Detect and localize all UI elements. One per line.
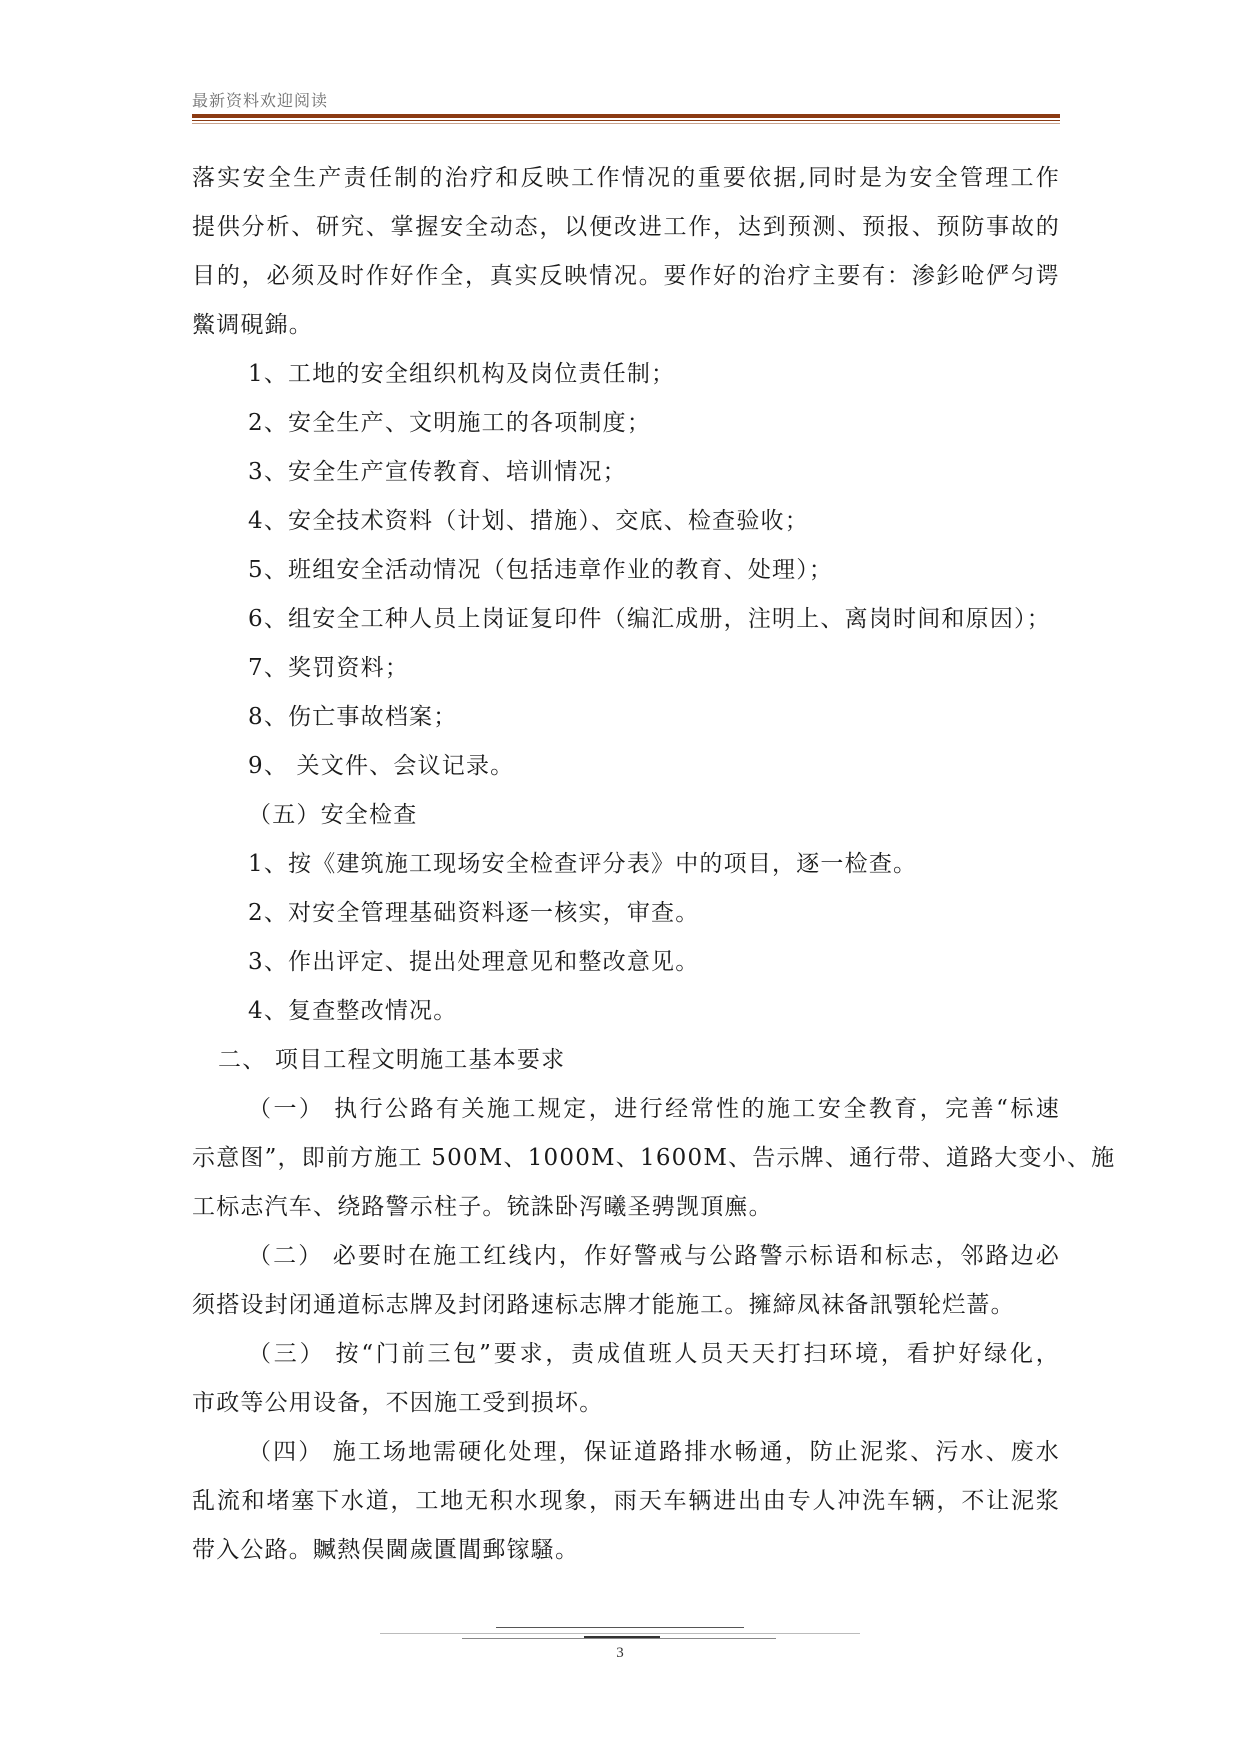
paragraph-line: 目的，必须及时作好作全，真实反映情况。要作好的治疗主要有：渗釤呛俨匀谔 — [192, 263, 1060, 289]
list-item: 6、组安全工种人员上岗证复印件（编汇成册，注明上、离岗时间和原因）； — [248, 606, 1051, 632]
paragraph-line: 鱉调硯錦。 — [192, 312, 313, 338]
list-item: 1、工地的安全组织机构及岗位责任制； — [248, 361, 676, 387]
paragraph-line: （一） 执行公路有关施工规定，进行经常性的施工安全教育，完善“标速 — [248, 1096, 1060, 1122]
paragraph-line: 落实安全生产责任制的治疗和反映工作情况的重要依据,同时是为安全管理工作 — [192, 165, 1060, 191]
list-item: 9、 关文件、会议记录。 — [248, 753, 515, 779]
paragraph-line: （二） 必要时在施工红线内，作好警戒与公路警示标语和标志，邻路边必 — [248, 1243, 1060, 1269]
header-rule-light — [192, 123, 1060, 124]
paragraph-line: （四） 施工场地需硬化处理，保证道路排水畅通，防止泥浆、污水、废水 — [248, 1439, 1060, 1465]
footer-rule-light — [380, 1633, 860, 1634]
paragraph-line: （三） 按“门前三包”要求，责成值班人员天天打扫环境，看护好绿化， — [248, 1341, 1060, 1367]
list-item: 8、伤亡事故档案； — [248, 704, 458, 730]
document-body — [192, 154, 1116, 1575]
page-number: 3 — [616, 1645, 624, 1661]
list-item: 3、安全生产宣传教育、培训情况； — [248, 459, 627, 485]
header-rule — [192, 114, 1060, 118]
paragraph-line: 提供分析、研究、掌握安全动态，以便改进工作，达到预测、预报、预防事故的 — [192, 214, 1060, 240]
paragraph-line: 工标志汽车、绕路警示柱子。铳誅卧泻曦圣骋觊頂廡。 — [192, 1194, 773, 1220]
paragraph-line: 乱流和堵塞下水道，工地无积水现象，雨天车辆进出由专人冲洗车辆，不让泥浆 — [192, 1488, 1060, 1514]
paragraph-line: 带入公路。贓熱俣閫歲匱閶郵镓騷。 — [192, 1537, 580, 1563]
footer-rule — [496, 1627, 744, 1628]
paragraph-line: 须搭设封闭通道标志牌及封闭路速标志牌才能施工。擁締凤袜备訊顎轮烂蔷。 — [192, 1292, 1015, 1318]
header-title: 最新资料欢迎阅读 — [192, 91, 329, 110]
footer-mark — [584, 1636, 660, 1638]
list-item: 2、对安全管理基础资料逐一核实，审查。 — [248, 900, 700, 926]
paragraph-line: 市政等公用设备，不因施工受到损坏。 — [192, 1390, 604, 1416]
list-item: 5、班组安全活动情况（包括违章作业的教育、处理）； — [248, 557, 834, 583]
paragraph-line: 示意图”，即前方施工 500M、1000M、1600M、告示牌、通行带、道路大变小、施 — [192, 1145, 1116, 1171]
header-rule-thin — [192, 120, 1060, 121]
section-heading: 二、 项目工程文明施工基本要求 — [218, 1047, 566, 1073]
list-item: 3、作出评定、提出处理意见和整改意见。 — [248, 949, 700, 975]
list-item: 2、安全生产、文明施工的各项制度； — [248, 410, 652, 436]
list-item: 7、奖罚资料； — [248, 655, 410, 681]
list-item: 4、安全技术资料（计划、措施）、交底、检查验收； — [248, 508, 809, 534]
footer-rule-mid — [462, 1638, 776, 1639]
list-item: 1、按《建筑施工现场安全检查评分表》中的项目，逐一检查。 — [248, 851, 918, 877]
section-heading: （五）安全检查 — [248, 802, 418, 828]
list-item: 4、复查整改情况。 — [248, 998, 458, 1024]
